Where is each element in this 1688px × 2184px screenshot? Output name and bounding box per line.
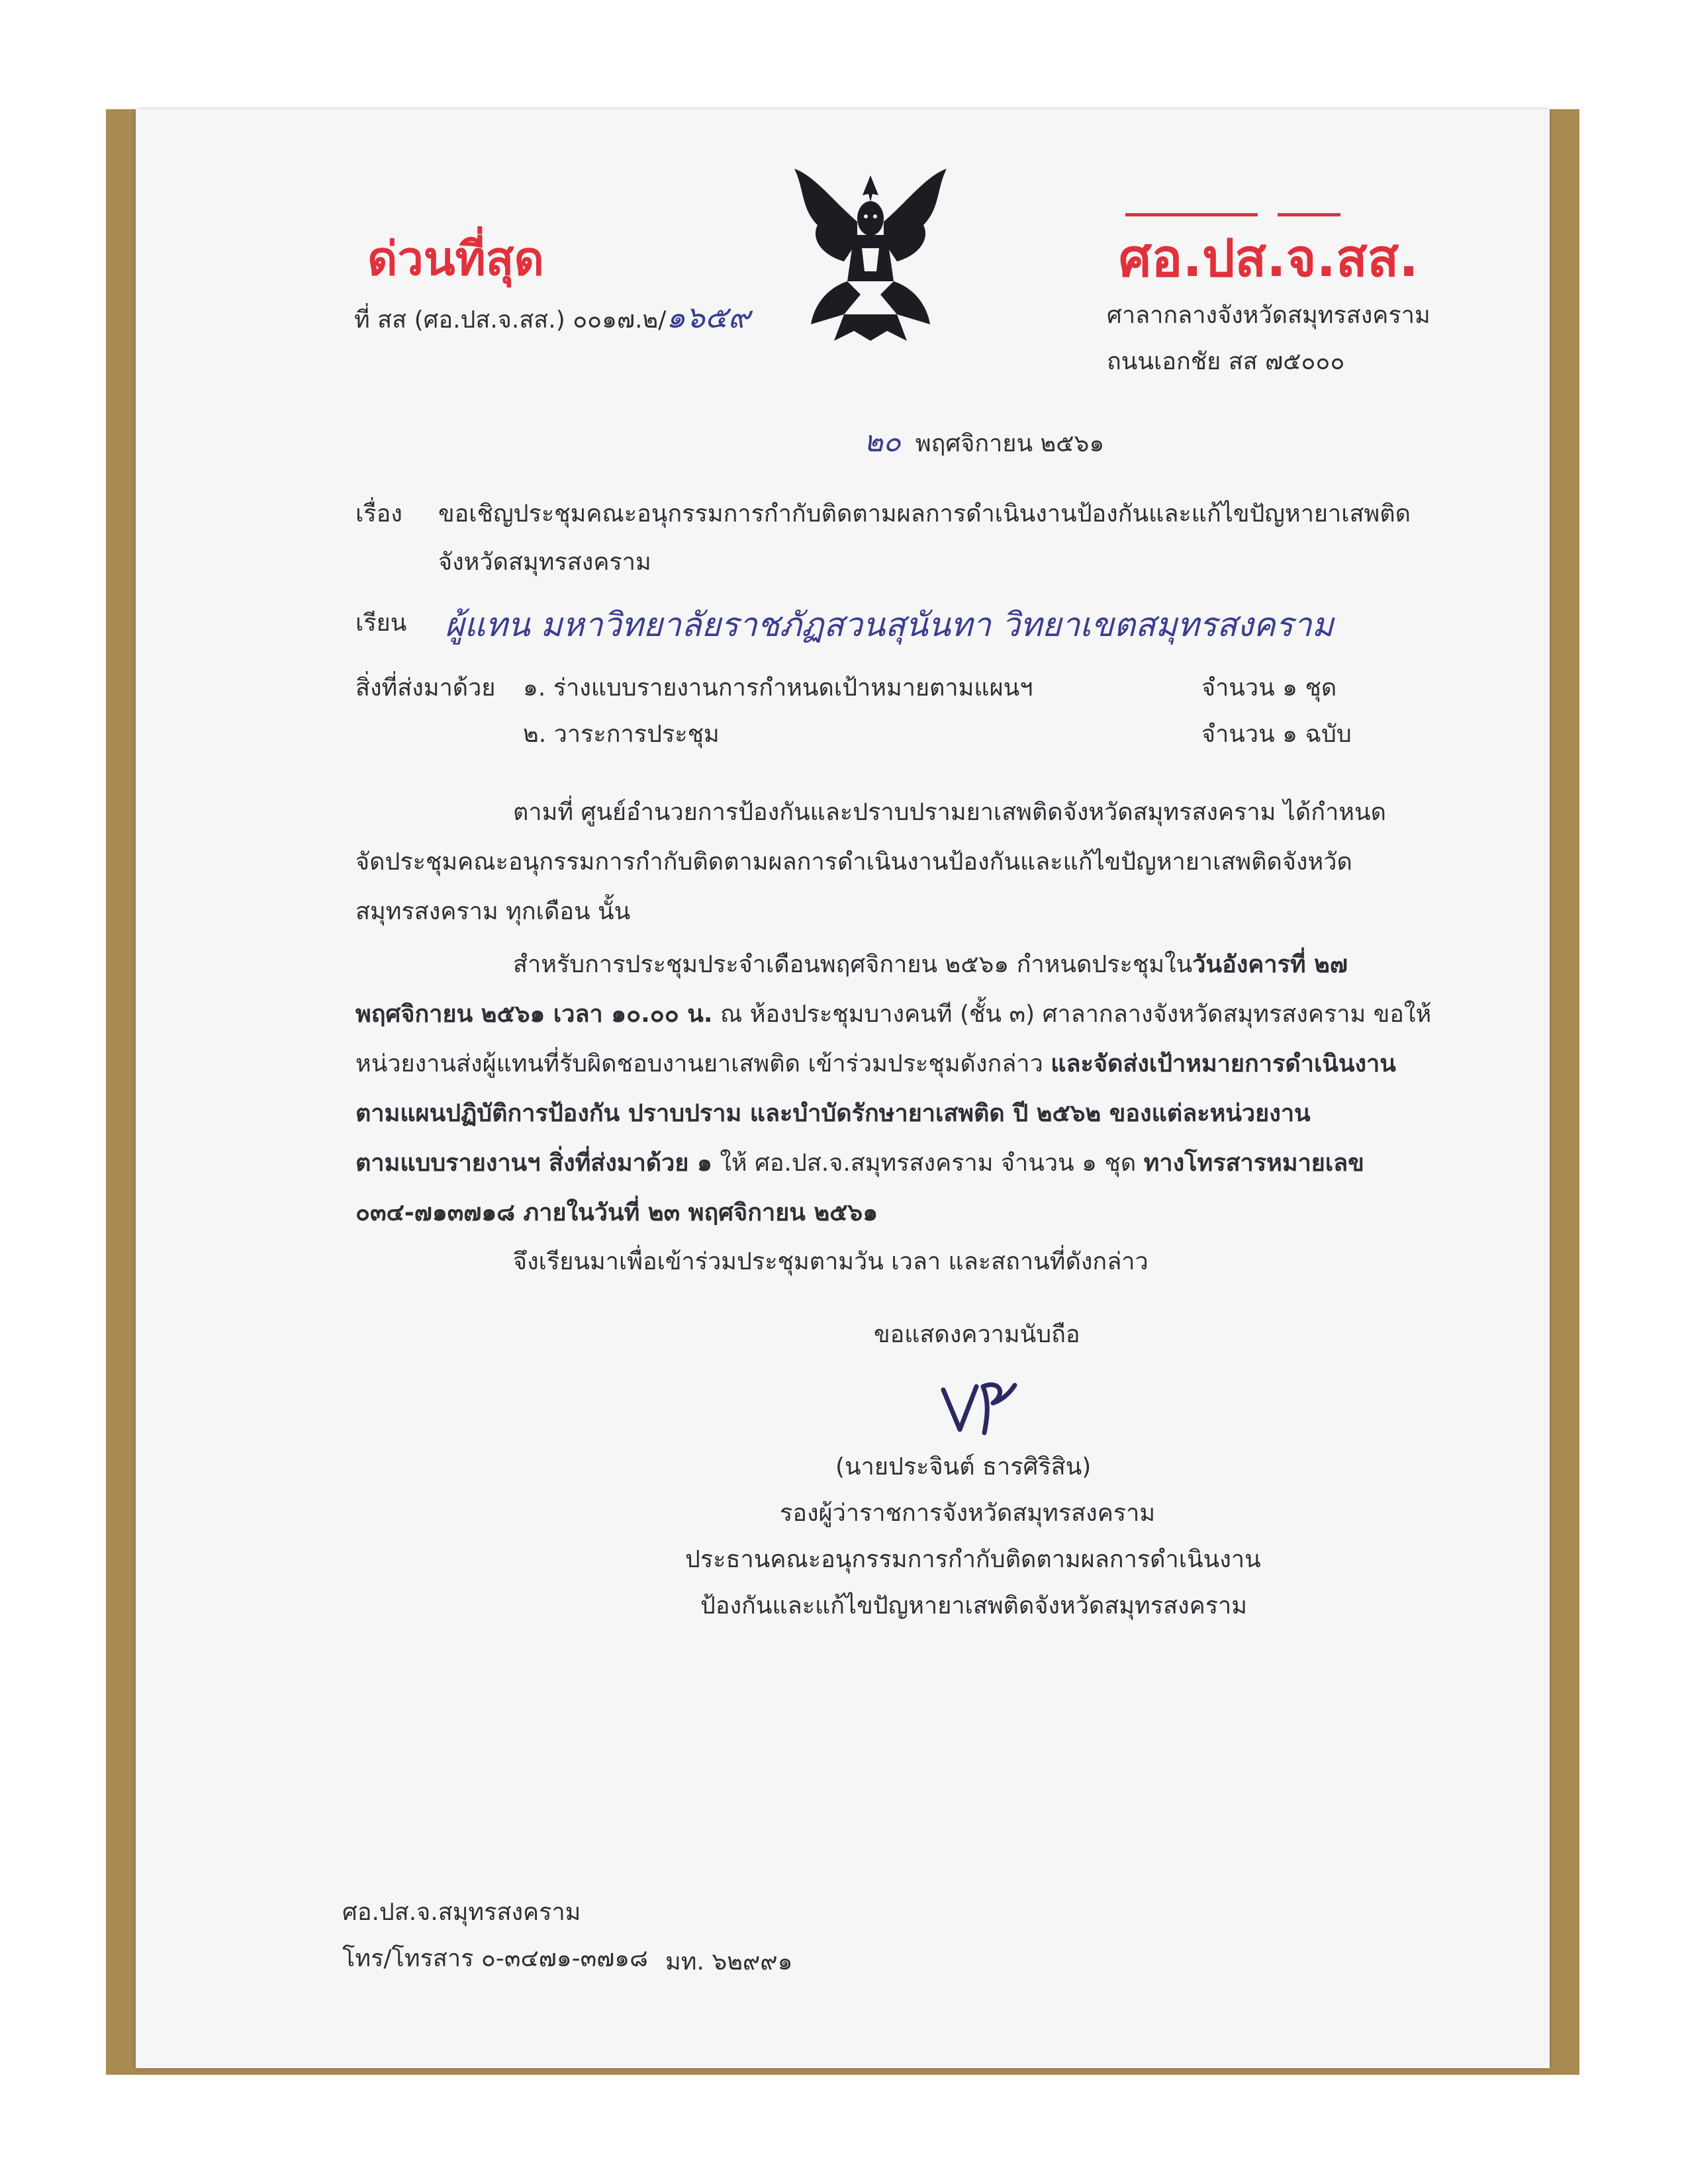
recipient-label: เรียน (355, 610, 407, 637)
address-line-2: ถนนเอกชัย สส ๗๕๐๐๐ (1107, 348, 1345, 375)
paragraph-2-bold-2a: พฤศจิกายน ๒๕๖๑ เวลา ๑๐.๐๐ น. (355, 1001, 713, 1028)
reference-number (354, 299, 750, 336)
address-line-1: ศาลากลางจังหวัดสมุทรสงคราม (1107, 302, 1430, 329)
reference-prefix: ที่ สส (ศอ.ปส.จ.สส.) ๐๐๑๗.๒/ (354, 306, 667, 334)
reference-handwritten: ๑๖๕๙ (666, 299, 751, 335)
signer-title-2: ประธานคณะอนุกรรมการกำกับติดตามผลการดำเนินงาน (685, 1546, 1261, 1573)
date-month-year: พฤศจิกายน ๒๕๖๑ (915, 430, 1105, 457)
body-paragraph-1 (355, 788, 1431, 936)
paragraph-2-bold-5a: ตามแบบรายงานฯ สิ่งที่ส่งมาด้วย ๑ (355, 1150, 712, 1177)
closing-regards: ขอแสดงความนับถือ (874, 1321, 1080, 1348)
urgency-stamp: ด่วนที่สุด (367, 232, 544, 286)
enclosure-qty-1: จำนวน ๑ ชุด (1201, 674, 1337, 702)
paragraph-2-line-2 (355, 989, 1431, 1039)
signer-name: (นายประจินต์ ธารศิริสิน) (835, 1453, 1092, 1480)
paragraph-2-bold-1b: วันอังคารที่ ๒๗ (1192, 951, 1348, 978)
paragraph-2-text-5b: ให้ ศอ.ปส.จ.สมุทรสงคราม จำนวน ๑ ชุด (712, 1150, 1144, 1177)
footer-phone: โทร/โทรสาร ๐-๓๔๗๑-๓๗๑๘ (342, 1945, 648, 1972)
stamp-underline-right (1278, 213, 1340, 216)
paragraph-2-bold-3b: และจัดส่งเป้าหมายการดำเนินงาน (1051, 1050, 1396, 1077)
paragraph-2-line-6: ๐๓๔-๗๑๓๗๑๘ ภายในวันที่ ๒๓ พฤศจิกายน ๒๕๖๑ (355, 1199, 878, 1226)
garuda-emblem-icon (781, 162, 960, 344)
body-paragraph-2 (355, 940, 1431, 1238)
paragraph-2-line-1 (355, 940, 1431, 989)
paragraph-2-line-5 (355, 1138, 1431, 1188)
enclosure-item-2: ๒. วาระการประชุม (523, 721, 720, 748)
body-paragraph-3: จึงเรียนมาเพื่อเข้าร่วมประชุมตามวัน เวลา และสถานที่ดังกล่าว (513, 1248, 1149, 1275)
signer-title-3: ป้องกันและแก้ไขปัญหายาเสพติดจังหวัดสมุทรสงคราม (700, 1592, 1247, 1619)
paragraph-2-text-1a: สำหรับการประชุมประจำเดือนพฤศจิกายน ๒๕๖๑ กำหนดประชุมใน (513, 951, 1193, 978)
paragraph-2-line-4: ตามแผนปฏิบัติการป้องกัน ปราบปราม และบำบัดรักษายาเสพติด ปี ๒๕๖๒ ของแต่ละหน่วยงาน (355, 1100, 1311, 1127)
office-stamp: ศอ.ปส.จ.สส. (1119, 229, 1419, 289)
document-date (864, 425, 1104, 460)
paragraph-1-line-3: สมุทรสงคราม ทุกเดือน นั้น (355, 898, 631, 925)
stamp-underline-left (1125, 213, 1258, 216)
paragraph-2-line-3 (355, 1039, 1431, 1089)
paragraph-1-line-1: ตามที่ ศูนย์อำนวยการป้องกันและปราบปรามยาเสพติดจังหวัดสมุทรสงคราม ได้กำหนด (513, 799, 1387, 826)
enclosures-label: สิ่งที่ส่งมาด้วย (355, 674, 496, 702)
paragraph-2-bold-5c: ทางโทรสารหมายเลข (1143, 1150, 1364, 1177)
signer-title-1: รองผู้ว่าราชการจังหวัดสมุทรสงคราม (780, 1500, 1156, 1527)
footer-office: ศอ.ปส.จ.สมุทรสงคราม (342, 1899, 581, 1926)
enclosure-item-1: ๑. ร่างแบบรายงานการกำหนดเป้าหมายตามแผนฯ (523, 674, 1033, 702)
subject-label: เรื่อง (355, 500, 402, 527)
paragraph-2-text-3a: หน่วยงานส่งผู้แทนที่รับผิดชอบงานยาเสพติด เข้าร่วมประชุมดังกล่าว (355, 1050, 1051, 1077)
subject-line-2: จังหวัดสมุทรสงคราม (438, 549, 651, 576)
paragraph-2-text-2b: ณ ห้องประชุมบางคนที (ชั้น ๓) ศาลากลางจังหวัดสมุทรสงคราม ขอให้ (712, 1001, 1432, 1028)
enclosure-qty-2: จำนวน ๑ ฉบับ (1201, 721, 1352, 748)
subject-line-1: ขอเชิญประชุมคณะอนุกรรมการกำกับติดตามผลการดำเนินงานป้องกันและแก้ไขปัญหายาเสพติด (438, 500, 1411, 527)
date-handwritten-day: ๒๐ (864, 425, 901, 459)
recipient-handwritten: ผู้แทน มหาวิทยาลัยราชภัฏสวนสุนันทา วิทยาเขตสมุทรสงคราม (445, 606, 1334, 644)
signature-mark (937, 1373, 1029, 1439)
paragraph-1-line-2: จัดประชุมคณะอนุกรรมการกำกับติดตามผลการดำเนินงานป้องกันและแก้ไขปัญหายาเสพติดจังหวัด (355, 848, 1352, 876)
footer-mt: มท. ๖๒๙๙๑ (665, 1948, 793, 1976)
